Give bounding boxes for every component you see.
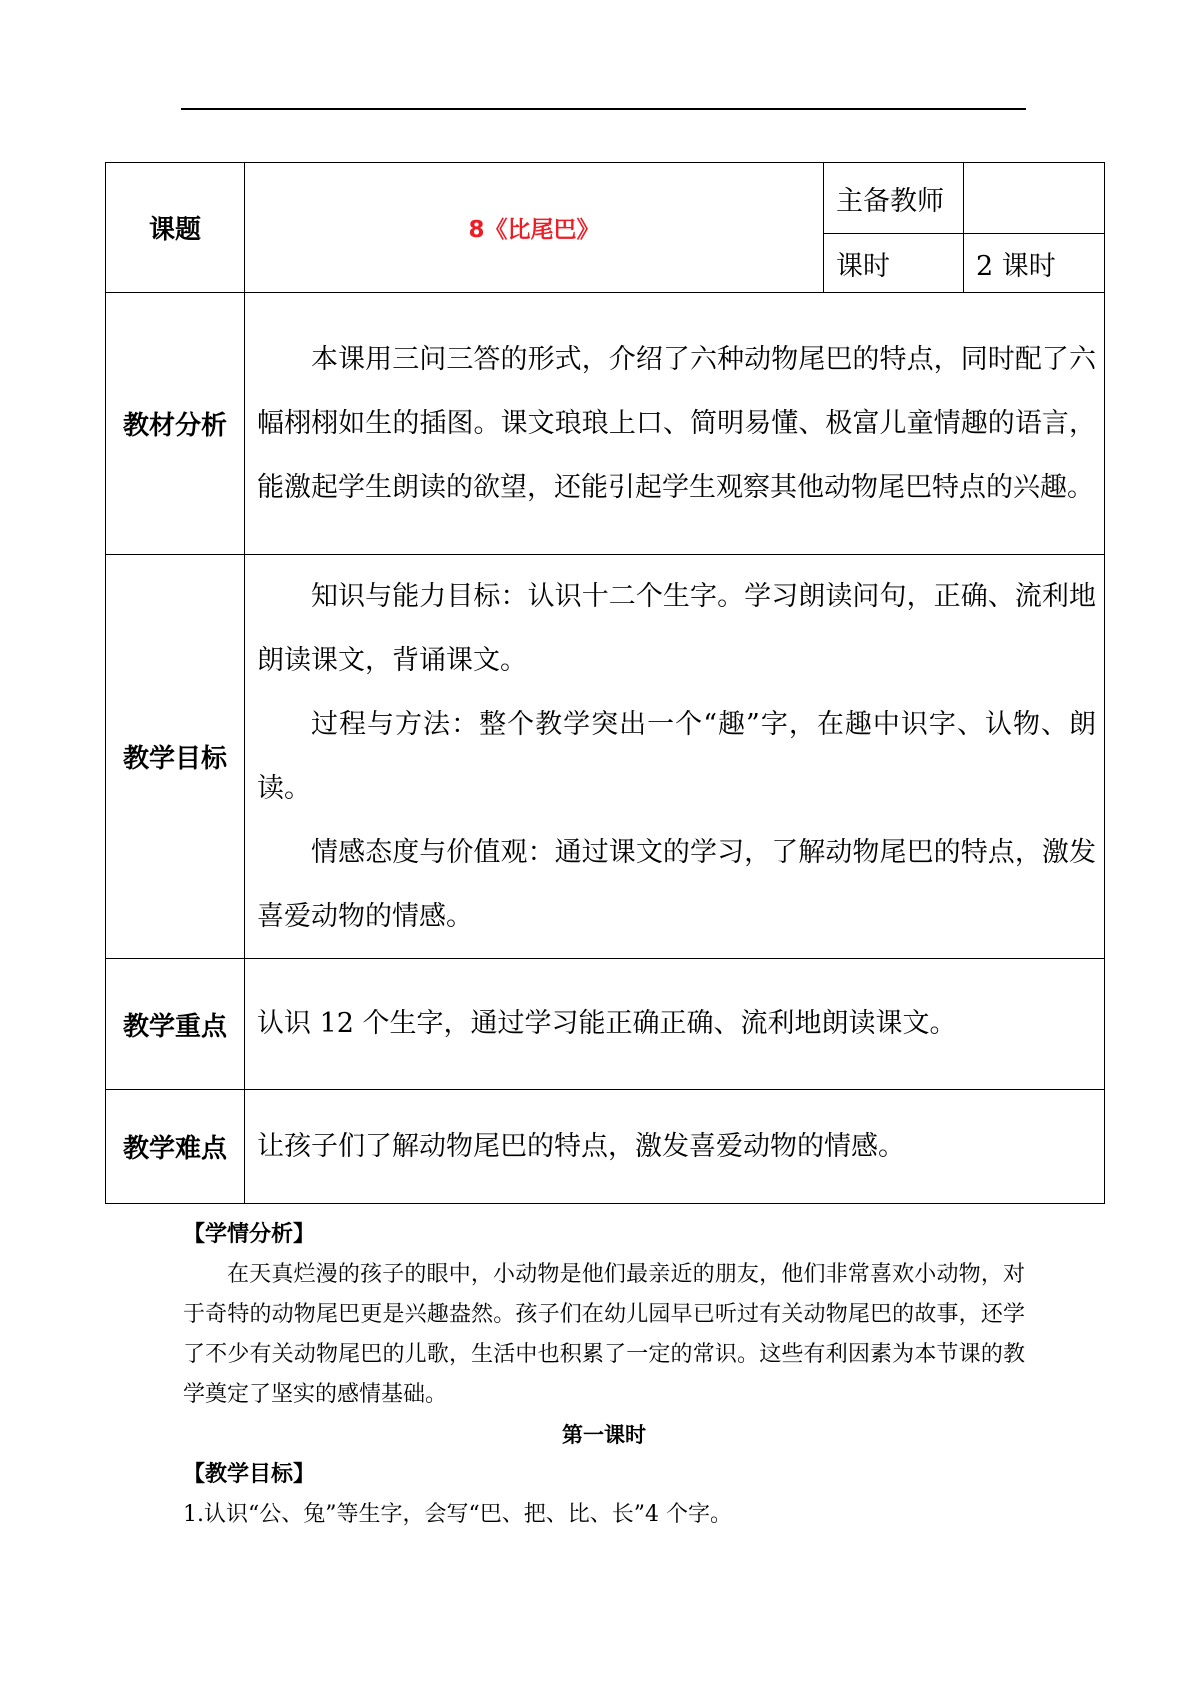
class-hours-label: 课时 [824,234,964,293]
learning-analysis-body: 在天真烂漫的孩子的眼中，小动物是他们最亲近的朋友，他们非常喜欢小动物，对于奇特的动物尾巴更是兴趣盎然。孩子们在幼儿园早已听过有关动物尾巴的故事，还学了不少有关动物尾巴的儿歌，生活中也积累了一定的常识。这些有利因素为本节课的教学奠定了坚实的感情基础。 [183,1262,1025,1407]
material-analysis-content [245,293,1105,555]
difficulties-label: 教学难点 [106,1090,245,1204]
teaching-goals-content [245,555,1105,959]
learning-analysis-heading: 【学情分析】 [183,1222,316,1247]
lead-teacher-value [964,163,1105,234]
goal-knowledge: 知识与能力目标：认识十二个生字。学习朗读问句，正确、流利地朗读课文，背诵课文。 [257,580,1096,676]
key-points-text: 认识 12 个生字，通过学习能正确正确、流利地朗读课文。 [257,1008,957,1039]
first-lesson-title: 第一课时 [562,1423,646,1447]
lesson-plan-table [105,162,1105,1204]
material-analysis-label: 教材分析 [106,293,245,555]
key-points-label: 教学重点 [106,959,245,1090]
key-points-content [245,959,1105,1090]
goal-emotion: 情感态度与价值观：通过课文的学习，了解动物尾巴的特点，激发喜爱动物的情感。 [257,836,1096,932]
first-lesson-goals-heading: 【教学目标】 [183,1462,316,1487]
teaching-goals-label: 教学目标 [106,555,245,959]
lead-teacher-label: 主备教师 [824,163,964,234]
difficulties-content [245,1090,1105,1204]
first-lesson-goal-1: 1.认识“公、兔”等生字，会写“巴、把、比、长”4 个字。 [183,1502,732,1527]
material-analysis-text: 本课用三问三答的形式，介绍了六种动物尾巴的特点，同时配了六幅栩栩如生的插图。课文琅琅上口、简明易懂、极富儿童情趣的语言，能激起学生朗读的欲望，还能引起学生观察其他动物尾巴特点的兴趣。 [257,343,1096,503]
post-table-content [183,1215,1025,1535]
class-hours-value: 2 课时 [964,234,1105,293]
difficulties-text: 让孩子们了解动物尾巴的特点，激发喜爱动物的情感。 [257,1130,905,1162]
header-rule [181,108,1026,110]
topic-label: 课题 [106,163,245,293]
lesson-title: 8《比尾巴》 [245,163,824,293]
goal-process: 过程与方法：整个教学突出一个“趣”字，在趣中识字、认物、朗读。 [257,708,1096,804]
